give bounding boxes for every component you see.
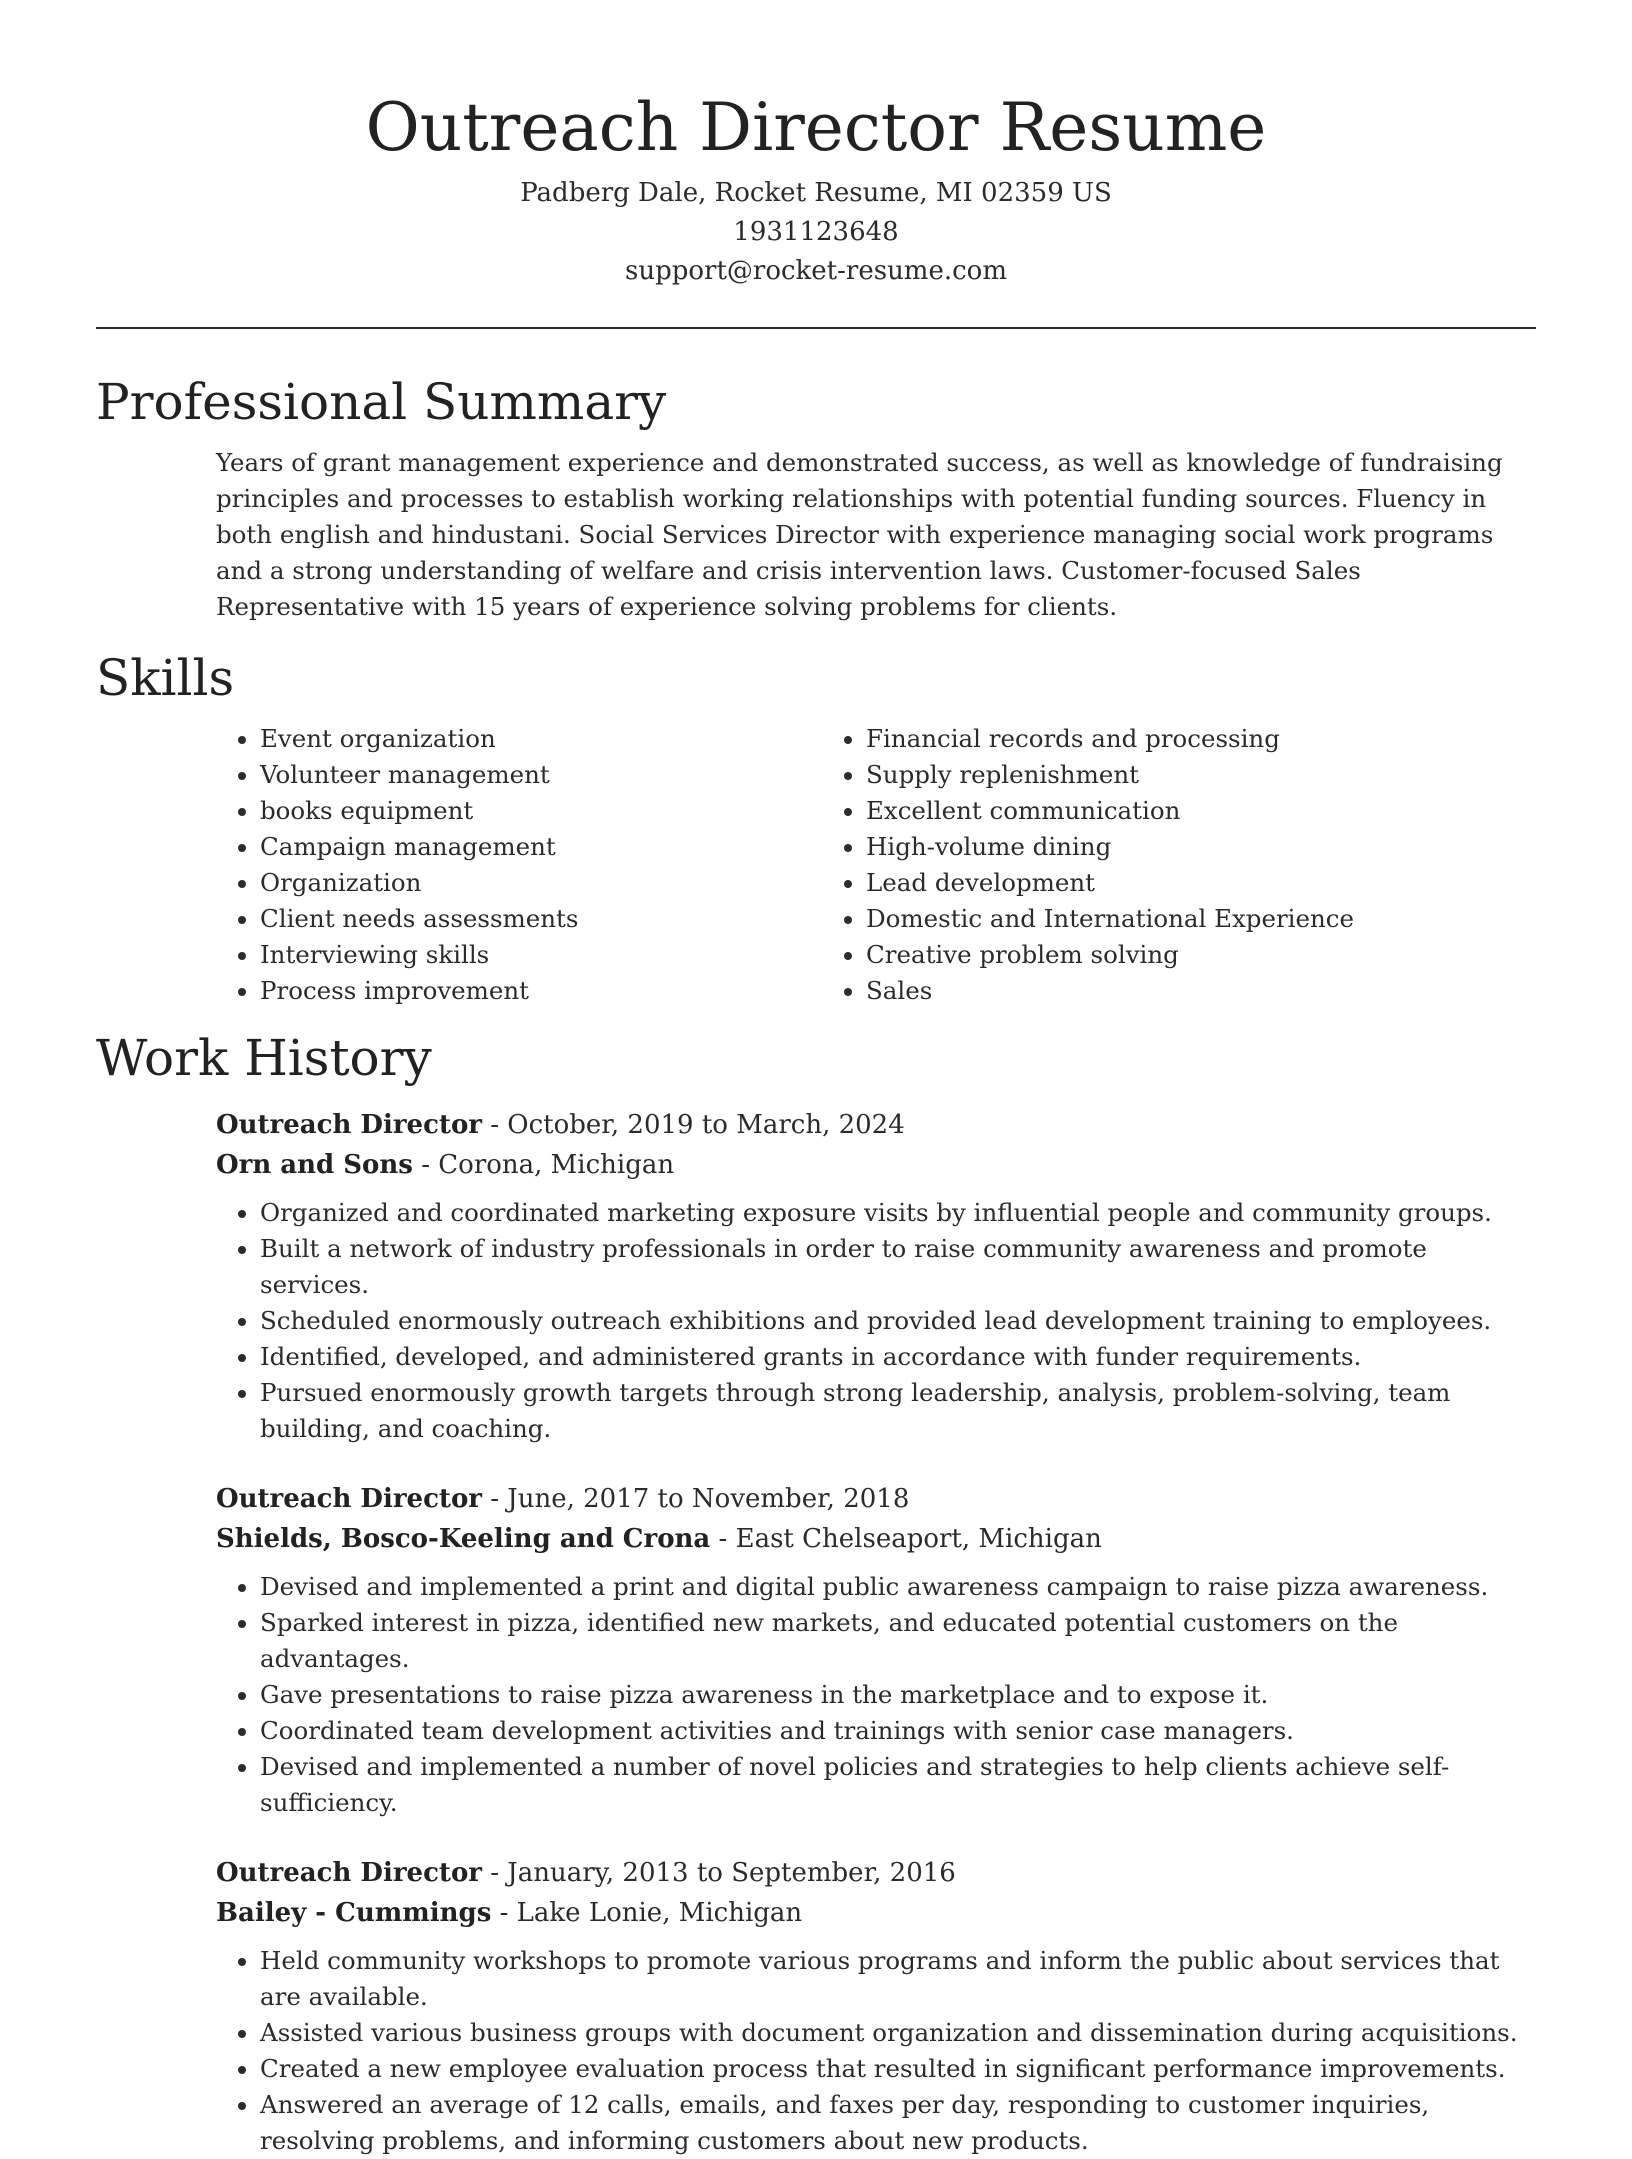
skill-item: • Lead development <box>866 865 1354 901</box>
job-company: Orn and Sons <box>216 1150 413 1180</box>
contact-phone: 1931123648 <box>733 217 899 247</box>
work-history-heading: Work History <box>96 1029 432 1087</box>
job-company-line <box>216 1519 1536 1559</box>
job-duties <box>216 1569 1536 1821</box>
resume-page <box>96 0 1536 2159</box>
job-duty-item: • Held community workshops to promote various programs and inform the public about services that are available. <box>260 1943 1536 2015</box>
contact-block <box>96 174 1536 291</box>
job-role: Outreach Director <box>216 1484 482 1514</box>
job-dates: - June, 2017 to November, 2018 <box>481 1484 910 1514</box>
job-company-line <box>216 1893 1536 1933</box>
job-duty-item: • Scheduled enormously outreach exhibitions and provided lead development training to employees. <box>260 1303 1536 1339</box>
job-duty-item: • Pursued enormously growth targets through strong leadership, analysis, problem-solving, team building, and coaching. <box>260 1375 1536 1447</box>
job-dates: - October, 2019 to March, 2024 <box>481 1110 905 1140</box>
job-duty-item: • Identified, developed, and administered grants in accordance with funder requirements. <box>260 1339 1536 1375</box>
job-entry <box>216 1853 1536 2159</box>
job-location: - Lake Lonie, Michigan <box>491 1898 803 1928</box>
contact-email: support@rocket-resume.com <box>624 256 1007 286</box>
job-duty-item: • Answered an average of 12 calls, emails, and faxes per day, responding to customer inquiries, resolving problems, and informing customers about new products. <box>260 2087 1536 2159</box>
summary-heading: Professional Summary <box>96 373 667 431</box>
skill-item: • High-volume dining <box>866 829 1354 865</box>
skill-item: • Interviewing skills <box>260 937 822 973</box>
skill-item: • Creative problem solving <box>866 937 1354 973</box>
job-company: Shields, Bosco-Keeling and Crona <box>216 1524 711 1554</box>
header-divider <box>96 327 1536 329</box>
job-title-line <box>216 1479 1536 1519</box>
skill-item: • Client needs assessments <box>260 901 822 937</box>
job-duty-item: • Gave presentations to raise pizza awareness in the marketplace and to expose it. <box>260 1677 1536 1713</box>
skill-item: • Supply replenishment <box>866 757 1354 793</box>
job-duty-item: • Assisted various business groups with document organization and dissemination during acquisitions. <box>260 2015 1536 2051</box>
job-duties <box>216 1195 1536 1447</box>
skills-list <box>216 721 1536 1009</box>
job-company: Bailey - Cummings <box>216 1898 492 1928</box>
skill-item: • Volunteer management <box>260 757 822 793</box>
job-duty-item: • Created a new employee evaluation process that resulted in significant performance improvements. <box>260 2051 1536 2087</box>
skill-item: • Sales <box>866 973 1354 1009</box>
skill-item: • Domestic and International Experience <box>866 901 1354 937</box>
skills-column-left <box>216 721 822 1009</box>
job-duty-item: • Sparked interest in pizza, identified new markets, and educated potential customers on the advantages. <box>260 1605 1536 1677</box>
skill-item: • Financial records and processing <box>866 721 1354 757</box>
skills-column-right <box>822 721 1354 1009</box>
job-company-line <box>216 1145 1536 1185</box>
job-location: - East Chelseaport, Michigan <box>710 1524 1102 1554</box>
skill-item: • Process improvement <box>260 973 822 1009</box>
job-title-line <box>216 1105 1536 1145</box>
job-duty-item: • Devised and implemented a print and digital public awareness campaign to raise pizza awareness. <box>260 1569 1536 1605</box>
job-role: Outreach Director <box>216 1858 482 1888</box>
job-duty-item: • Coordinated team development activities and trainings with senior case managers. <box>260 1713 1536 1749</box>
skill-item: • books equipment <box>260 793 822 829</box>
skills-heading: Skills <box>96 649 235 707</box>
job-duty-item: • Organized and coordinated marketing exposure visits by influential people and community groups. <box>260 1195 1536 1231</box>
skill-item: • Excellent communication <box>866 793 1354 829</box>
skill-item: • Event organization <box>260 721 822 757</box>
job-location: - Corona, Michigan <box>412 1150 675 1180</box>
job-duty-item: • Built a network of industry professionals in order to raise community awareness and promote services. <box>260 1231 1536 1303</box>
job-dates: - January, 2013 to September, 2016 <box>481 1858 956 1888</box>
job-duty-item: • Devised and implemented a number of novel policies and strategies to help clients achieve self-sufficiency. <box>260 1749 1536 1821</box>
job-duties <box>216 1943 1536 2159</box>
job-title-line <box>216 1853 1536 1893</box>
summary-text: Years of grant management experience and demonstrated success, as well as knowledge of fundraising principles and processes to establish working relationships with potential funding sources. Fluency in both english and hindustani. Social Services Director with experience managing social work programs and a strong understanding of welfare and crisis intervention laws. Customer-focused Sales Representative with 15 years of experience solving problems for clients. <box>216 448 1503 621</box>
job-entry <box>216 1479 1536 1821</box>
job-entry <box>216 1105 1536 1447</box>
contact-address: Padberg Dale, Rocket Resume, MI 02359 US <box>520 178 1112 208</box>
job-role: Outreach Director <box>216 1110 482 1140</box>
skill-item: • Organization <box>260 865 822 901</box>
resume-title: Outreach Director Resume <box>365 89 1267 166</box>
skill-item: • Campaign management <box>260 829 822 865</box>
